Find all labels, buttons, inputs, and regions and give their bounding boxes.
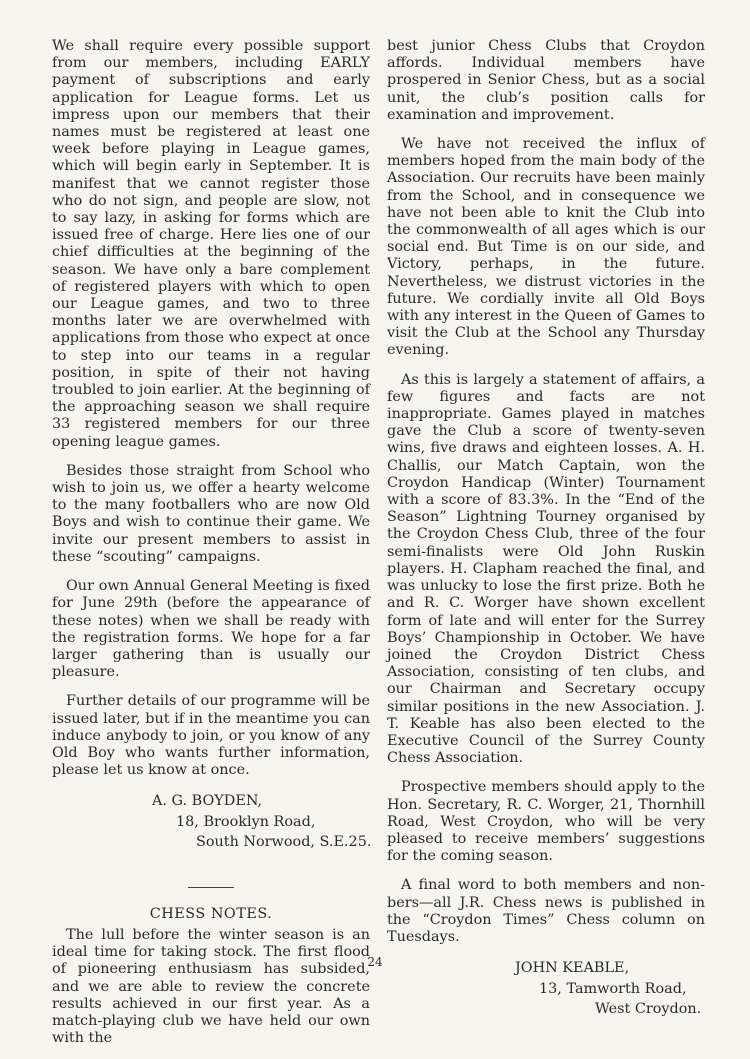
paragraph: A final word to both members and non-bers—all J.R. Chess news is published in the “Croydon Times” Chess column on Tuesdays. (387, 877, 705, 945)
paragraph: Prospective members should apply to the Hon. Secretary, R. C. Worger, 21, Thornhill Road, West Croydon, who will be very pleased to receive members’ suggestions for the coming season. (387, 779, 705, 865)
paragraph: Besides those straight from School who wish to join us, we offer a hearty welcome to the many footballers who are now Old Boys and wish to continue their game. We invite our present members to assist in these “scouting” campaigns. (52, 462, 370, 565)
paragraph: We have not received the influx of members hoped from the main body of the Association. Our recruits have been mainly from the School, and in consequence we have not been able to knit the Club into the commonwealth of all ages which is our social end. But Time is on our side, and Victory, perhaps, in the future. Nevertheless, we distrust victories in the future. We cordially invite all Old Boys with any interest in the Queen of Games to visit the Club at the School any Thursday evening. (387, 136, 705, 359)
signature-address-line: 13, Tamworth Road, (539, 980, 687, 997)
page-number: 24 (367, 955, 383, 969)
signature-name: JOHN KEABLE, (515, 960, 630, 977)
paragraph: best junior Chess Clubs that Croydon affords. Individual members have prospered in Senior Chess, but as a social unit, the club’s position calls for examination and improvement. (387, 38, 705, 123)
paragraph: The lull before the winter season is an ideal time for taking stock. The first flood of pioneering enthusiasm has subsided, and we are able to review the concrete results achieved in our first year. As a match-playing club we have held our own with the (52, 927, 370, 1047)
paragraph: As this is largely a statement of affairs, a few figures and facts are not inappropriate. Games played in matches gave the Club a score of twenty-seven wins, five draws and eighteen losses. A. H. Challis, our Match Captain, won the Croydon Handicap (Winter) Tournament with a score of 83.3%. In the “End of the Season” Lightning Tourney organised by the Croydon Chess Club, three of the four semi-finalists were Old John Ruskin players. H. Clapham reached the final, and was unlucky to lose the first prize. Both he and R. C. Worger have shown excellent form of late and will enter for the Surrey Boys’ Championship in October. We have joined the Croydon District Chess Association, consisting of ten clubs, and our Chairman and Secretary occupy similar positions in the new Association. J. T. Keable has also been elected to the Executive Council of the Surrey County Chess Association. (387, 371, 705, 767)
signature-address-line: 18, Brooklyn Road, (176, 813, 316, 830)
signature-address-line: West Croydon. (595, 1001, 702, 1018)
paragraph: Our own Annual General Meeting is fixed for June 29th (before the appearance of these notes) when we shall be ready with the registration forms. We hope for a far larger gathering than is usually our pleasure. (52, 578, 370, 681)
left-column (52, 38, 370, 1059)
paragraph: We shall require every possible support from our members, including EARLY payment of subscriptions and early application for League forms. Let us impress upon our members that their names must be registered at least one week before playing in League games, which will begin early in September. It is manifest that we cannot register those who do not sign, and people are slow, not to say lazy, in asking for forms which are issued free of charge. Here lies one of our chief difficulties at the beginning of the season. We have only a bare complement of registered players with which to open our League games, and two to three months later we are overwhelmed with applications from those who expect at once to step into our teams in a regular position, in spite of their not having troubled to join earlier. At the beginning of the approaching season we shall require 33 registered members for our three opening league games. (52, 38, 370, 450)
section-divider (188, 887, 234, 888)
signature-block (52, 791, 370, 853)
right-column (387, 38, 705, 1030)
signature-name: A. G. BOYDEN, (152, 793, 263, 810)
section-heading: CHESS NOTES. (149, 905, 273, 922)
paragraph: Further details of our programme will be issued later, but if in the meantime you can induce anybody to join, or you know of any Old Boy who wants further information, please let us know at once. (52, 693, 370, 779)
signature-address-line: South Norwood, S.E.25. (196, 834, 372, 851)
